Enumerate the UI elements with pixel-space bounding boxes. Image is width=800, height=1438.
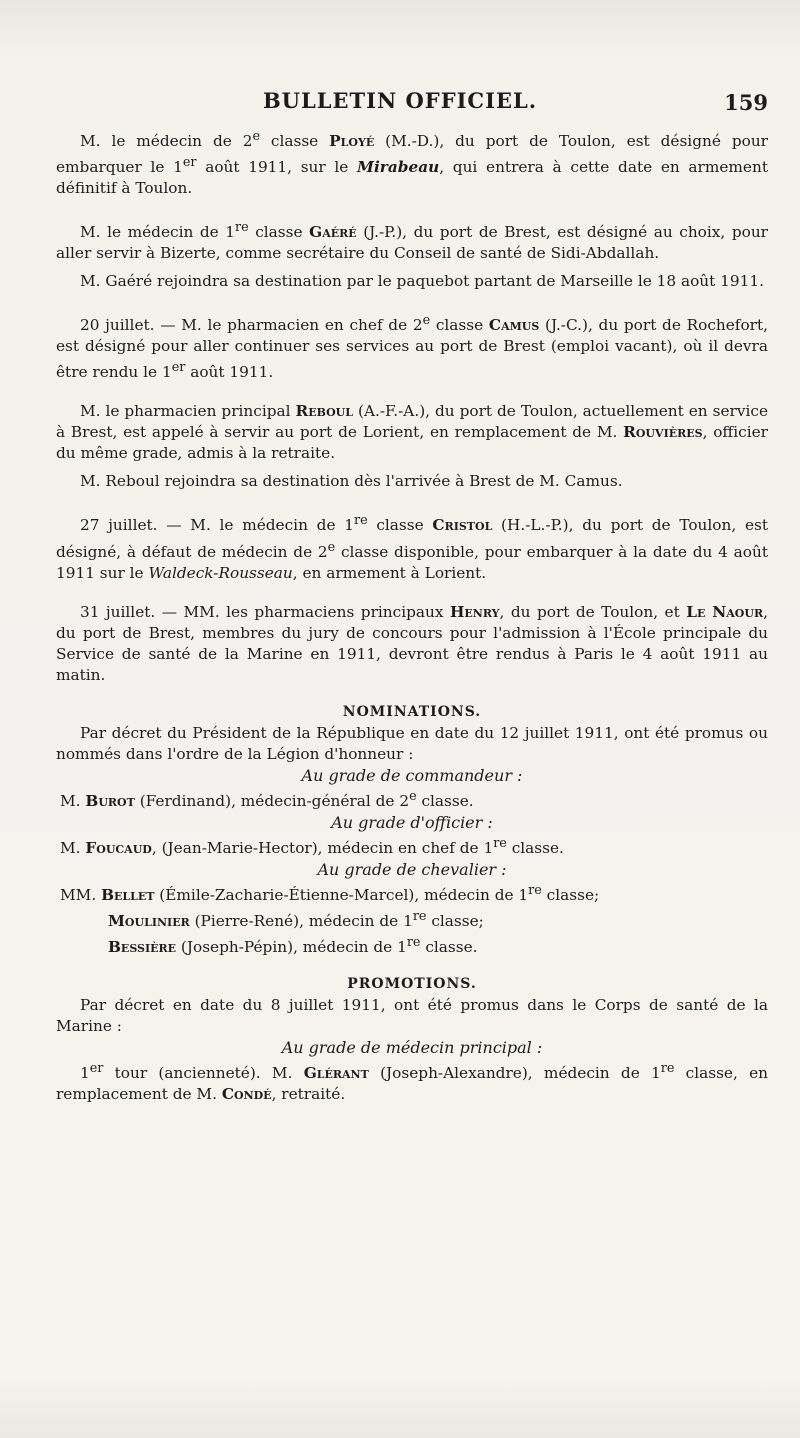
person-name: Condé bbox=[221, 1085, 272, 1104]
person-name: Henry bbox=[449, 602, 500, 621]
promotions-intro: Par décret en date du 8 juillet 1911, ont été promus dans le Corps de santé de la Marine : bbox=[56, 996, 768, 1036]
promotions-heading: PROMOTIONS. bbox=[347, 976, 477, 993]
grade-commandeur-heading: Au grade de commandeur : bbox=[301, 765, 523, 785]
grade-officier-heading: Au grade d'officier : bbox=[331, 812, 493, 832]
paragraph-reboul: M. le pharmacien principal Reboul (A.-F.-A.), du port de Toulon, actuellement en service à Brest, est appelé à servir au port de Lorient, en remplacement de M. Rouvières, officier du même grade, admis à la retraite. bbox=[56, 402, 768, 463]
paragraph-cristol: 27 juillet. — M. le médecin de 1re classe Cristol (H.-L.-P.), du port de Toulon, est désigné, à défaut de médecin de 2e classe disponible, pour embarquer à la date du 4 août 1911 sur le Waldeck-Rousseau, en armement à Lorient. bbox=[56, 513, 769, 582]
person-name: Gaéré bbox=[309, 223, 357, 242]
person-name: Glérant bbox=[303, 1064, 369, 1083]
person-name: Bessière bbox=[108, 938, 177, 957]
grade-chevalier-heading: Au grade de chevalier : bbox=[317, 859, 507, 879]
nominations-intro: Par décret du Président de la République en date du 12 juillet 1911, ont été promus ou nommés dans l'ordre de la Légion d'honneur : bbox=[56, 723, 768, 763]
person-name: Foucaud bbox=[85, 838, 152, 857]
promotion-entry: 1er tour (ancienneté). M. Glérant (Joseph-Alexandre), médecin de 1re classe, en remplacement de M. Condé, retraité. bbox=[56, 1061, 769, 1104]
paragraph-reboul-destination: M. Reboul rejoindra sa destination dès l'arrivée à Brest de M. Camus. bbox=[80, 472, 623, 491]
person-name: Burot bbox=[85, 791, 135, 810]
grade-medecin-principal-heading: Au grade de médecin principal : bbox=[281, 1038, 543, 1058]
paragraph-ploye: M. le médecin de 2e classe Ployé (M.-D.), du port de Toulon, est désigné pour embarquer le 1er août 1911, sur le Mirabeau, qui entrera à cette date en armement définitif à Toulon. bbox=[56, 129, 768, 198]
nomination-entry: M. Burot (Ferdinand), médecin-général de 2e classe. bbox=[60, 788, 474, 810]
person-name: Reboul bbox=[295, 402, 354, 421]
nomination-entry: Moulinier (Pierre-René), médecin de 1re classe; bbox=[108, 908, 484, 931]
person-name: Ployé bbox=[329, 132, 375, 151]
person-name: Rouvières bbox=[623, 423, 703, 442]
page-number: 159 bbox=[724, 90, 768, 115]
person-name: Cristol bbox=[432, 516, 493, 535]
page-header bbox=[0, 88, 800, 118]
paragraph-gaere: M. le médecin de 1re classe Gaéré (J.-P.), du port de Brest, est désigné au choix, pour aller servir à Bizerte, comme secrétaire du Conseil de santé de Sidi-Abdallah. bbox=[56, 220, 768, 263]
person-name: Le Naour bbox=[686, 602, 764, 621]
bulletin-title: BULLETIN OFFICIEL. bbox=[262, 88, 538, 113]
paragraph-camus: 20 juillet. — M. le pharmacien en chef de 2e classe Camus (J.-C.), du port de Rochefort, est désigné pour aller continuer ses services au port de Brest (emploi vacant), où il devra être rendu le 1er août 1911. bbox=[56, 313, 768, 382]
nomination-entry: M. Foucaud, (Jean-Marie-Hector), médecin en chef de 1re classe. bbox=[60, 835, 564, 857]
ship-name: Mirabeau bbox=[357, 158, 440, 177]
nomination-entry: Bessière (Joseph-Pépin), médecin de 1re classe. bbox=[108, 935, 478, 957]
nominations-heading: NOMINATIONS. bbox=[342, 703, 482, 720]
person-name: Bellet bbox=[101, 885, 155, 904]
person-name: Camus bbox=[488, 316, 540, 335]
person-name: Moulinier bbox=[108, 912, 190, 931]
ship-name: Waldeck-Rousseau bbox=[148, 563, 293, 582]
paragraph-gaere-destination: M. Gaéré rejoindra sa destination par le paquebot partant de Marseille le 18 août 1911. bbox=[80, 272, 764, 291]
nomination-entry: MM. Bellet (Émile-Zacharie-Étienne-Marcel), médecin de 1re classe; bbox=[60, 882, 600, 904]
page-body bbox=[56, 126, 768, 1105]
paragraph-henry-le-naour: 31 juillet. — MM. les pharmaciens principaux Henry, du port de Toulon, et Le Naour, du port de Brest, membres du jury de concours pour l'admission à l'École principale du Service de santé de la Marine en 1911, devront être rendus à Paris le 4 août 1911 au matin. bbox=[56, 602, 768, 684]
